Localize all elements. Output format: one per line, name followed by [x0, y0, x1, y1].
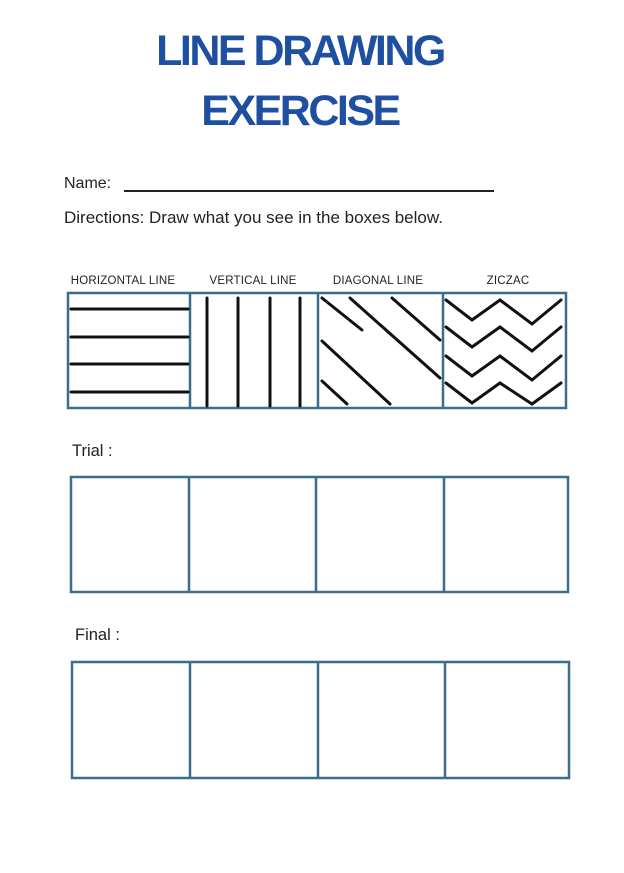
final-cell-vertical[interactable]	[191, 663, 317, 777]
name-label: Name:	[64, 175, 112, 192]
vertical-lines-pattern	[207, 298, 300, 406]
final-label: Final :	[75, 626, 120, 644]
ziczac-lines-pattern	[446, 300, 561, 404]
horizontal-lines-pattern	[71, 309, 188, 392]
title-line-2: EXERCISE	[201, 87, 399, 135]
title-line-1: LINE DRAWING	[156, 27, 444, 75]
directions-text: Directions: Draw what you see in the boxes below.	[64, 208, 443, 227]
diagonal-lines-pattern	[322, 298, 440, 404]
trial-label: Trial :	[72, 442, 113, 460]
column-label-horizontal: HORIZONTAL LINE	[70, 275, 176, 287]
final-cell-diagonal[interactable]	[319, 663, 444, 777]
trial-cell-vertical[interactable]	[190, 478, 315, 591]
column-label-ziczac: ZICZAC	[486, 275, 530, 287]
final-cell-horizontal[interactable]	[73, 663, 189, 777]
column-label-diagonal: DIAGONAL LINE	[332, 275, 424, 287]
trial-cell-diagonal[interactable]	[317, 478, 443, 591]
column-label-vertical: VERTICAL LINE	[209, 275, 297, 287]
trial-cell-horizontal[interactable]	[72, 478, 188, 591]
trial-cell-ziczac[interactable]	[445, 478, 567, 591]
example-row	[68, 293, 566, 408]
final-cell-ziczac[interactable]	[446, 663, 568, 777]
